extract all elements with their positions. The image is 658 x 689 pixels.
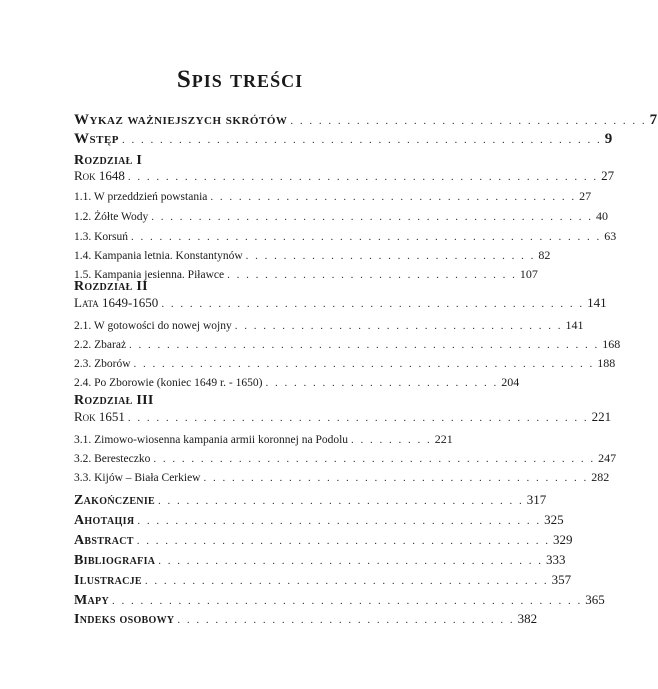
dot-leader: . . . . . . . . . . . . . . . . . . . . . . . . . . . . . . . . . . . . . . . . . . . . . . . . . . (111, 595, 583, 607)
toc-entry-page: 365 (585, 592, 605, 607)
toc-entry-page: 63 (604, 229, 617, 243)
toc-entry-label: Indeks osobowy (74, 612, 175, 627)
toc-entry-section[interactable] (74, 248, 551, 263)
toc-entry-page: 27 (579, 189, 592, 203)
toc-entry-label: 2.1. W gotowości do nowej wojny (74, 320, 232, 332)
toc-entry-abstract[interactable] (74, 532, 573, 549)
toc-entry-page: 282 (591, 470, 610, 484)
toc-entry-section[interactable] (74, 189, 592, 204)
dot-leader: . . . . . . . . . . . . . . . . . . . . . . . . . . . . . . . . . . . . . . . (210, 191, 577, 203)
toc-entry-label: 1.3. Korsuń (74, 231, 128, 243)
toc-entry-page: 82 (538, 248, 551, 262)
toc-entry-label: Zakończenie (74, 493, 155, 508)
toc-entry-label: Abstract (74, 533, 134, 548)
toc-entry-page: 107 (519, 267, 538, 281)
toc-entry-label: Lata 1649-1650 (74, 295, 159, 310)
toc-entry-page: 27 (601, 168, 615, 183)
dot-leader: . . . . . . . . . . . . . . . . . . . . . . . . . . . . . . . . . . . . . . . . . (158, 555, 544, 567)
dot-leader: . . . . . . . . . . . . . . . . . . . . . . . . . . . . . . . . . . . . . . . . . . . . . . . (153, 453, 596, 465)
toc-entry-mapy[interactable] (74, 592, 605, 609)
toc-entry-label: Mapy (74, 593, 109, 608)
toc-entry-section[interactable] (74, 337, 621, 352)
toc-entry-page: 382 (517, 611, 538, 626)
toc-entry-label: 1.2. Żółte Wody (74, 211, 149, 223)
toc-entry-label: 3.2. Beresteczko (74, 453, 151, 465)
toc-entry-label: 2.3. Zborów (74, 358, 131, 370)
toc-entry-label: Rok 1651 (74, 409, 125, 424)
toc-entry-label: 2.2. Zbaraż (74, 339, 127, 351)
toc-entry-section[interactable] (74, 375, 520, 390)
toc-entry-label: Wykaz ważniejszych skrótów (74, 112, 288, 128)
toc-entry-page: 168 (602, 337, 621, 351)
toc-entry-page: 221 (434, 432, 453, 446)
toc-entry-section[interactable] (74, 209, 608, 224)
toc-entry-page: 221 (591, 409, 612, 424)
toc-entry-section[interactable] (74, 318, 584, 333)
toc-entry-page: 141 (587, 295, 607, 310)
toc-entry-section[interactable] (74, 229, 617, 244)
toc-entry-indeks[interactable] (74, 611, 538, 628)
toc-entry-wstep[interactable] (74, 131, 613, 148)
toc-entry-chapter-1[interactable] (74, 168, 615, 184)
dot-leader: . . . . . . . . . . . . . . . . . . . . . . . . . . . . . . . (227, 269, 517, 281)
dot-leader: . . . . . . . . . . . . . . . . . . . . . . . . . . . . . . . . . . . . . . . . . . . . . . . . . . . (122, 134, 602, 146)
toc-entry-label: Bibliografia (74, 553, 156, 568)
dot-leader: . . . . . . . . . . . . . . . . . . . . . . . . . . . . . . . . . . . . . . . . . . . . (136, 535, 550, 547)
dot-leader: . . . . . . . . . . . . . . . . . . . . . . . . . . . . . . . . . . . . . . . . . . . . . . . . . (133, 358, 595, 370)
toc-entry-chapter-3[interactable] (74, 409, 612, 425)
dot-leader: . . . . . . . . . . . . . . . . . . . . . . . . . . . . . . . . . . . . . . . . . . . . . . . (151, 211, 593, 223)
toc-entry-page: 9 (604, 131, 613, 147)
toc-entry-section[interactable] (74, 470, 610, 485)
toc-entry-section[interactable] (74, 356, 616, 371)
dot-leader: . . . . . . . . . . . . . . . . . . . . . . . . . (265, 377, 499, 389)
toc-entry-page: 317 (526, 492, 547, 507)
page-title: Spis treści (176, 66, 304, 93)
toc-entry-section[interactable] (74, 432, 453, 447)
toc-entry-page: 7 (649, 112, 658, 128)
toc-entry-label: Wstęp (74, 131, 120, 147)
dot-leader: . . . . . . . . . . . . . . . . . . . . . . . . . . . . . . . . . . . . . . . . . . . . . . . . . . (127, 171, 599, 183)
toc-entry-section[interactable] (74, 451, 617, 466)
toc-entry-zakonczenie[interactable] (74, 492, 547, 509)
dot-leader: . . . . . . . . . . . . . . . . . . . . . . . . . . . . . . . . . . . . . . . . . . . . . . . . . . (129, 339, 600, 351)
toc-entry-page: 204 (501, 375, 520, 389)
dot-leader: . . . . . . . . . . . . . . . . . . . . . . . . . . . . . . . . . . . . . . . . . . . . . (161, 298, 585, 310)
toc-entry-page: 329 (553, 532, 573, 547)
dot-leader: . . . . . . . . . . . . . . . . . . . . . . . . . . . . . . . . . . . . . . . . . . . . . . . . . . (131, 231, 602, 243)
chapter-heading-3: Rozdział III (74, 393, 154, 408)
toc-entry-bibliografia[interactable] (74, 552, 566, 569)
toc-entry-label: 3.3. Kijów – Biała Cerkiew (74, 472, 201, 484)
toc-entry-page: 333 (546, 552, 566, 567)
dot-leader: . . . . . . . . . . . . . . . . . . . . . . . . . . . . . . . . . . . . . . . . . . . (137, 515, 542, 527)
toc-entry-label: 3.1. Zimowo-wiosenna kampania armii koronnej na Podolu (74, 434, 349, 446)
dot-leader: . . . . . . . . . . . . . . . . . . . . . . . . . . . . . . . (245, 250, 536, 262)
toc-entry-label: 1.4. Kampania letnia. Konstantynów (74, 250, 243, 262)
toc-entry-label: 2.4. Po Zborowie (koniec 1649 r. - 1650) (74, 377, 263, 389)
dot-leader: . . . . . . . . . (351, 434, 432, 446)
dot-leader: . . . . . . . . . . . . . . . . . . . . . . . . . . . . . . . . . . . . (177, 614, 515, 626)
toc-entry-ilustracje[interactable] (74, 572, 572, 589)
toc-entry-page: 141 (565, 318, 584, 332)
dot-leader: . . . . . . . . . . . . . . . . . . . . . . . . . . . . . . . . . . . . . . . . . . . (144, 575, 549, 587)
dot-leader: . . . . . . . . . . . . . . . . . . . . . . . . . . . . . . . . . . . . . . . (157, 495, 524, 507)
toc-entry-page: 357 (551, 572, 572, 587)
toc-entry-page: 40 (596, 209, 608, 223)
toc-entry-page: 325 (544, 512, 564, 527)
toc-entry-label: 1.5. Kampania jesienna. Piławce (74, 269, 225, 281)
dot-leader: . . . . . . . . . . . . . . . . . . . . . . . . . . . . . . . . . . . . . . . . . . . . . . . . . (127, 412, 589, 424)
dot-leader: . . . . . . . . . . . . . . . . . . . . . . . . . . . . . . . . . . . . . . . . . (203, 472, 589, 484)
toc-entry-label: Rok 1648 (74, 168, 125, 183)
toc-entry-label: Ilustracje (74, 573, 142, 588)
toc-entry-anotacija[interactable] (74, 512, 564, 529)
toc-entry-label: 1.1. W przeddzień powstania (74, 191, 208, 203)
chapter-heading-1: Rozdział I (74, 153, 143, 168)
toc-entry-page: 247 (598, 451, 617, 465)
dot-leader: . . . . . . . . . . . . . . . . . . . . . . . . . . . . . . . . . . . (234, 320, 563, 332)
toc-entry-wykaz[interactable] (74, 112, 658, 129)
toc-entry-chapter-2[interactable] (74, 295, 607, 311)
toc-entry-label: Анотація (74, 513, 135, 528)
toc-entry-page: 188 (597, 356, 616, 370)
dot-leader: . . . . . . . . . . . . . . . . . . . . . . . . . . . . . . . . . . . . . . (290, 115, 647, 127)
chapter-heading-2: Rozdział II (74, 279, 148, 294)
